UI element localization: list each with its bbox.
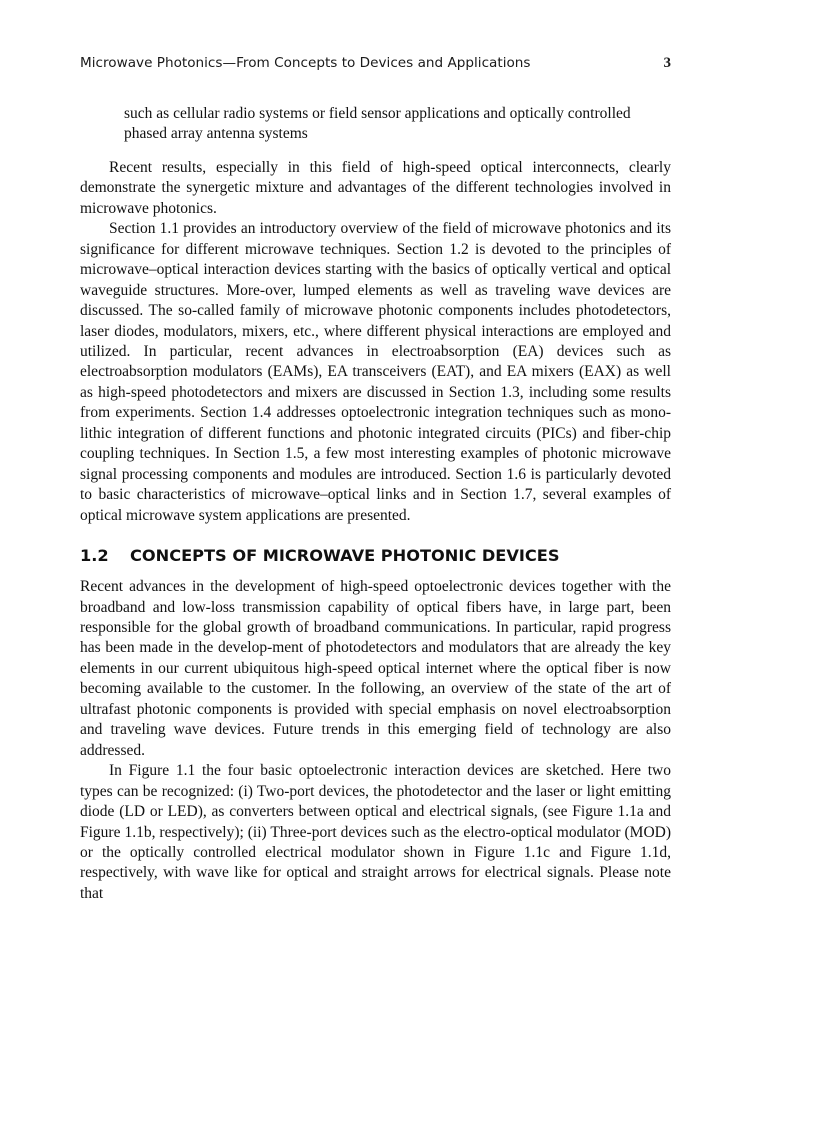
bullet-continuation: such as cellular radio systems or field sensor applications and optically controlled phased array antenna systems: [124, 105, 631, 143]
paragraph-intro-2: Section 1.1 provides an introductory overview of the field of microwave photonics and its significance for different microwave techniques. Section 1.2 is devoted to the principles of microwave–optical interaction devices starting with the basics of optically vertical and optical waveguide structures. More-over, lumped elements as well as traveling wave devices are discussed. The so-called family of microwave photonic components includes photodetectors, laser diodes, modulators, mixers, etc., where different physical interactions are employed and utilized. In particular, recent advances in electroabsorption (EA) devices such as electroabsorption modulators (EAMs), EA transceivers (EAT), and EA mixers (EAX) as well as high-speed photodetectors and mixers are discussed in Section 1.3, including some results from experiments. Section 1.4 addresses optoelectronic integration techniques such as mono-lithic integration of different functions and photonic integrated circuits (PICs) and fiber-chip coupling techniques. In Section 1.5, a few most interesting examples of photonic microwave signal processing components and modules are introduced. Section 1.6 is particularly devoted to basic characteristics of microwave–optical links and in Section 1.7, several examples of optical microwave system applications are presented.: [80, 220, 671, 524]
page-body: [80, 104, 671, 904]
paragraph-intro-1: Recent results, especially in this field of high-speed optical interconnects, clearly demonstrate the synergetic mixture and advantages of the different technologies involved in microwave photonics.: [80, 158, 671, 217]
section-title: CONCEPTS OF MICROWAVE PHOTONIC DEVICES: [130, 546, 560, 566]
paragraph-section-1: Recent advances in the development of high-speed optoelectronic devices together with the broadband and low-loss transmission capability of optical fibers have, in large part, been responsible for the global growth of broadband communications. In particular, rapid progress has been made in the develop-ment of photodetectors and modulators that are already the key elements in our current ubiquitous high-speed optical internet where the optical fiber is now becoming available to the customer. In the following, an overview of the state of the art of ultrafast photonic components is provided with special emphasis on novel electroabsorption and traveling wave devices. Future trends in this emerging field of technology are also addressed.: [80, 578, 671, 759]
section-heading: [80, 545, 671, 567]
paragraph-section-2: In Figure 1.1 the four basic optoelectronic interaction devices are sketched. Here two types can be recognized: (i) Two-port devices, the photodetector and the laser or light emitting diode (LD or LED), as converters between optical and electrical signals, (see Figure 1.1a and Figure 1.1b, respectively); (ii) Three-port devices such as the electro-optical modulator (MOD) or the optically controlled electrical modulator shown in Figure 1.1c and Figure 1.1d, respectively, with wave like for optical and straight arrows for electrical signals. Please note that: [80, 762, 671, 902]
running-title: Microwave Photonics—From Concepts to Devices and Applications: [80, 55, 531, 71]
page-number: 3: [663, 55, 671, 71]
section-number: 1.2: [80, 546, 109, 566]
